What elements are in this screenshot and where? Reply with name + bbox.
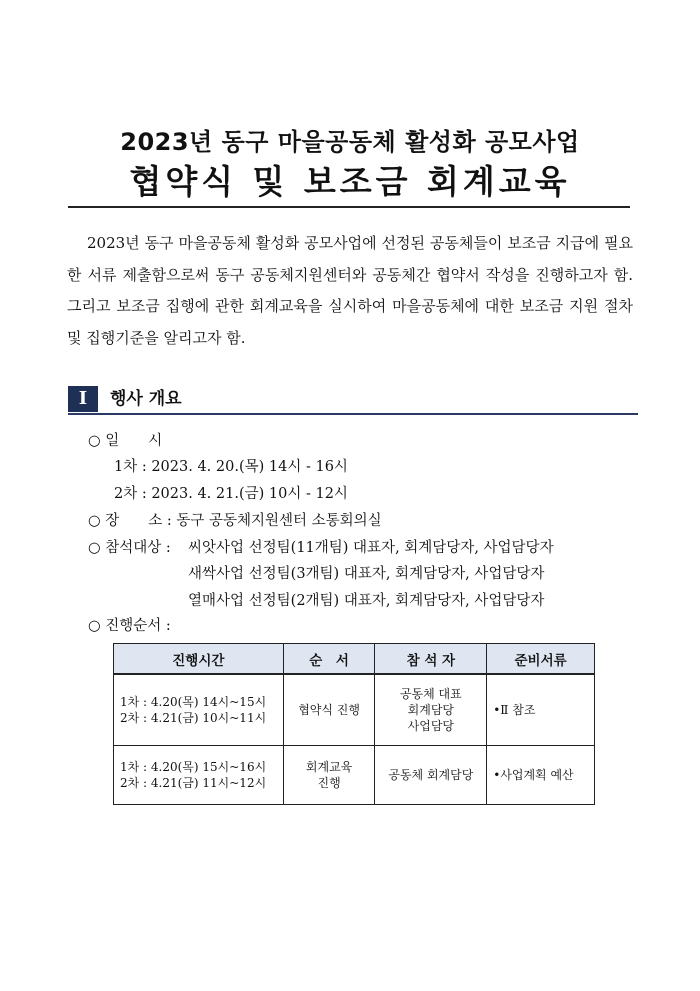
date-session-1: 1차 : 2023. 4. 20.(목) 14시 - 16시	[114, 459, 348, 475]
intro-paragraph	[67, 228, 633, 354]
attendees-label: ○ 참석대상 :	[88, 540, 171, 556]
document-title: 2023년 동구 마을공동체 활성화 공모사업	[120, 128, 580, 156]
order-cell	[283, 746, 375, 805]
intro-text: 2023년 동구 마을공동체 활성화 공모사업에 선정된 공동체들이 보조금 지급에 필요한 서류 제출함으로써 동구 공동체지원센터와 공동체간 협약서 작성을 진행하고자 함. 그리고 보조금 집행에 관한 회계교육을 실시하여 마을공동체에 대한 보조금 지원 절차 및 집행기준을 알리고자 함.	[67, 234, 633, 347]
attendees-cell: 공동체 회계담당	[375, 746, 487, 805]
header-documents: 준비서류	[487, 644, 595, 675]
schedule-table	[113, 643, 595, 805]
attendees-cell	[375, 674, 487, 746]
attendees-line-2: 새싹사업 선정팀(3개팀) 대표자, 회계담당자, 사업담당자	[188, 566, 545, 582]
order-cell: 협약식 진행	[283, 674, 375, 746]
time-session-2: 2차 : 4.21(금) 10시~11시	[120, 711, 267, 725]
table-row	[114, 674, 595, 746]
documents-cell: •Ⅱ 참조	[487, 674, 595, 746]
header-order: 순 서	[283, 644, 375, 675]
attendee-item: 사업담당	[407, 719, 455, 733]
date-session-2: 2차 : 2023. 4. 21.(금) 10시 - 12시	[114, 486, 348, 502]
section-divider	[68, 413, 638, 415]
attendees-line-3: 열매사업 선정팀(2개팀) 대표자, 회계담당자, 사업담당자	[188, 593, 545, 609]
attendee-item: 공동체 대표	[399, 687, 462, 701]
order-line: 회계교육	[305, 760, 353, 774]
header-attendees: 참 석 자	[375, 644, 487, 675]
order-label: ○ 진행순서 :	[88, 618, 171, 634]
time-session-2: 2차 : 4.21(금) 11시~12시	[120, 776, 267, 790]
table-row	[114, 746, 595, 805]
header-time: 진행시간	[114, 644, 284, 675]
section-number-badge: Ⅰ	[68, 386, 98, 412]
title-divider	[68, 206, 630, 208]
time-session-1: 1차 : 4.20(목) 15시~16시	[120, 760, 267, 774]
documents-cell: •사업계획 예산	[487, 746, 595, 805]
attendees-line-1: 씨앗사업 선정팀(11개팀) 대표자, 회계담당자, 사업담당자	[188, 540, 554, 556]
table-header-row	[114, 644, 595, 675]
section-title: 행사 개요	[110, 389, 182, 409]
date-label: ○ 일 시	[88, 433, 163, 449]
attendee-item: 회계담당	[407, 703, 455, 717]
place-line: ○ 장 소 : 동구 공동체지원센터 소통회의실	[88, 513, 382, 529]
order-line: 진행	[317, 776, 341, 790]
document-subtitle: 협약식 및 보조금 회계교육	[129, 162, 571, 201]
time-cell	[114, 746, 284, 805]
time-session-1: 1차 : 4.20(목) 14시~15시	[120, 695, 267, 709]
time-cell	[114, 674, 284, 746]
